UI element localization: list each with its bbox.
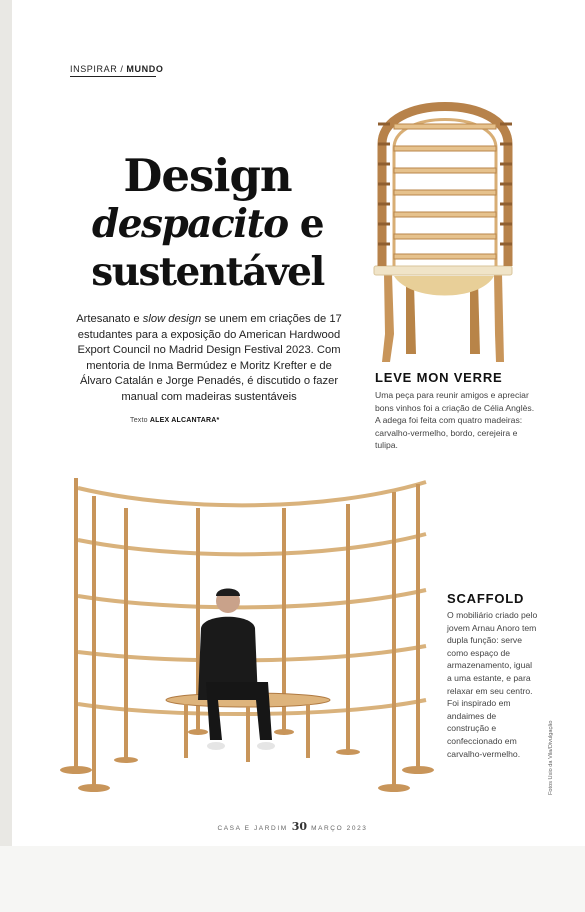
byline-label: Texto xyxy=(130,417,150,424)
title-italic-word: despacito xyxy=(91,201,288,247)
issue-date: MARÇO 2023 xyxy=(311,825,368,832)
magazine-name: CASA E JARDIM xyxy=(217,825,288,832)
subsection-label: MUNDO xyxy=(126,64,164,74)
section-label: INSPIRAR xyxy=(70,64,118,74)
title-line-1: Design xyxy=(123,149,292,202)
scaffold-photo xyxy=(58,468,443,803)
caption-title-scaffold: SCAFFOLD xyxy=(447,591,525,606)
cabinet-slats xyxy=(378,124,512,244)
cabinet-leg-right xyxy=(494,274,504,362)
kicker-underline xyxy=(70,76,156,77)
standfirst-italic: slow design xyxy=(142,313,202,325)
scaffold-bench xyxy=(166,693,330,762)
title-line-2-rest: e xyxy=(287,201,324,247)
byline-author: ALEX ALCANTARA* xyxy=(149,417,220,424)
article-standfirst xyxy=(73,312,345,406)
cabinet-leg-left xyxy=(382,274,394,362)
wine-cabinet-photo xyxy=(370,84,520,366)
title-line-2 xyxy=(70,200,345,248)
standfirst-part-2: se unem em criações de 17 estudantes para a exposição do American Hardwood Export Council no Madrid Design Festival 2023. Com mentoria de Inma Bermúdez e Moritz Krefter e de Álvaro Catalán e Jorge Penadés, é discutido o fazer manual com madeiras sustentáveis xyxy=(77,313,342,403)
page-gutter xyxy=(0,0,12,846)
kicker-separator: / xyxy=(120,64,124,74)
standfirst-part-1: Artesanato e xyxy=(76,313,143,325)
byline xyxy=(130,417,219,424)
caption-body-scaffold: O mobiliário criado pelo jovem Arnau Anoro tem dupla função: serve como espaço de armazenamento, igual a uma estante, e para relaxar em seu centro. Foi inspirado em andaimes de construção e confeccionado em carvalho-vermelho. xyxy=(447,610,538,759)
cabinet-arch xyxy=(382,107,508,267)
cabinet-shelves xyxy=(394,124,496,259)
caption-title-leve-mon-verre: LEVE MON VERRE xyxy=(375,370,503,385)
cabinet-leg-mid-left xyxy=(406,284,416,354)
seated-man xyxy=(198,589,275,751)
page-footer xyxy=(0,820,585,833)
page-number: 30 xyxy=(291,820,308,833)
section-kicker xyxy=(70,64,163,74)
article-title xyxy=(70,149,345,296)
caption-body-leve-mon-verre: Uma peça para reunir amigos e apreciar bons vinhos foi a criação de Célia Anglès. A adega foi feita com quatro madeiras: carvalho-vermelho, bordo, cerejeira e tulipa. xyxy=(375,390,535,451)
scan-margin xyxy=(0,846,585,912)
cabinet-tabletop xyxy=(374,266,512,275)
title-line-3: sustentável xyxy=(91,249,324,295)
photo-credit: Fotos Uxio da Vila/Divulgação xyxy=(548,720,554,795)
